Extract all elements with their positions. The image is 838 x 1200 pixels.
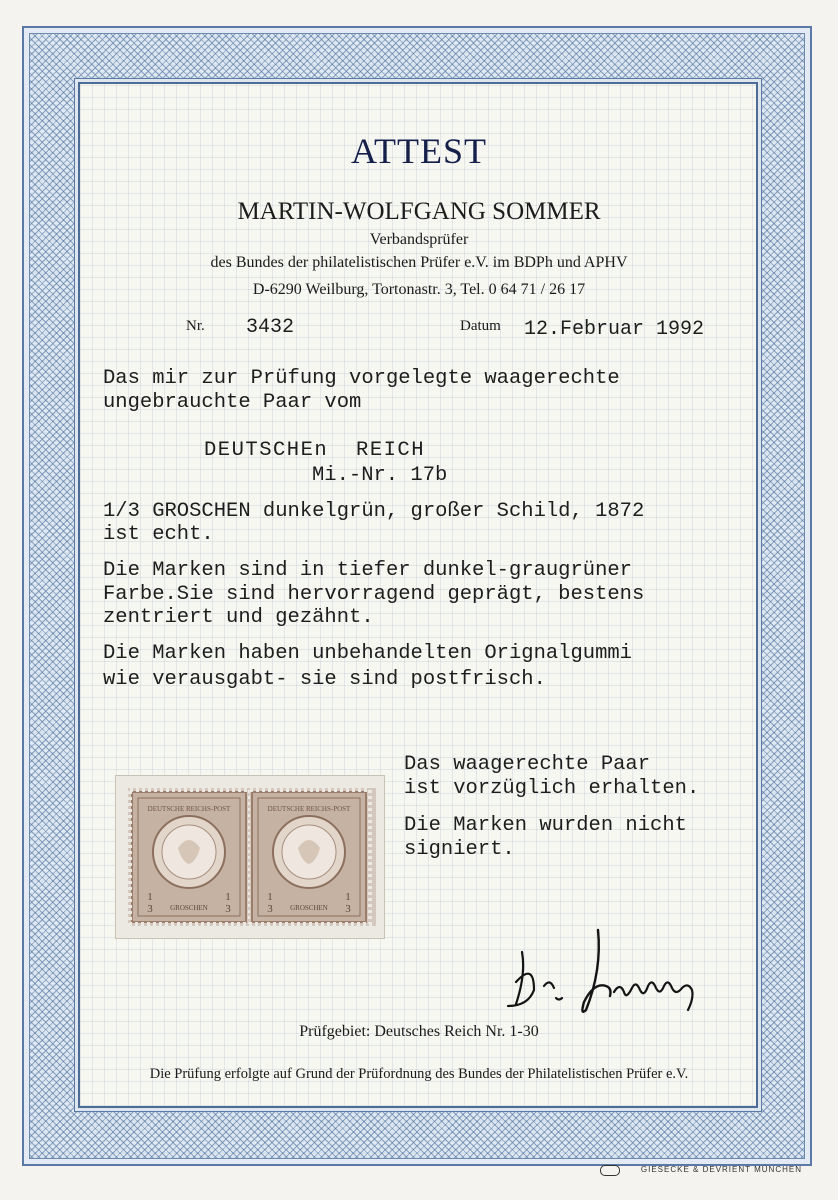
color-line: zentriert und gezähnt.	[103, 606, 374, 629]
country-heading	[204, 439, 425, 462]
printer-logo-icon	[600, 1165, 620, 1176]
stamp-denomination-numerator: 1	[267, 891, 273, 903]
certificate-title: ATTEST	[351, 131, 487, 171]
examination-scope: Prüfgebiet: Deutsches Reich Nr. 1-30	[299, 1023, 539, 1040]
color-line: Farbe.Sie sind hervorragend geprägt, bestens	[103, 583, 645, 606]
stamp-currency: GROSCHEN	[170, 904, 208, 912]
signed-line: signiert.	[404, 838, 515, 861]
intro-line: ungebrauchte Paar vom	[103, 391, 362, 414]
signed-line: Die Marken wurden nicht	[404, 814, 687, 837]
stamp-denomination-denominator: 3	[345, 903, 351, 915]
stamp-denomination-numerator: 1	[225, 891, 231, 903]
country-text: DEUTSCHEn REICH	[204, 439, 426, 462]
stamp-denomination-denominator: 3	[267, 903, 273, 915]
stamp-pair-image	[116, 776, 384, 938]
description-line: 1/3 GROSCHEN dunkelgrün, großer Schild, 1872	[103, 500, 645, 523]
certificate-date: 12.Februar 1992	[524, 318, 705, 341]
stamp-right	[252, 792, 366, 922]
stamp-denomination-denominator: 3	[147, 903, 153, 915]
gum-line: Die Marken haben unbehandelten Orignalgummi	[103, 642, 632, 665]
stamp-currency: GROSCHEN	[290, 904, 328, 912]
examiner-name: MARTIN-WOLFGANG SOMMER	[237, 198, 601, 225]
examiner-affiliation: des Bundes der philatelistischen Prüfer e.V. im BDPh und APHV	[210, 254, 628, 271]
handwritten-signature	[490, 922, 730, 1022]
stamp-inscription: DEUTSCHE REICHS-POST	[267, 805, 351, 813]
examiner-address: D-6290 Weilburg, Tortonastr. 3, Tel. 0 64 71 / 26 17	[252, 281, 586, 298]
stamp-pair-photo	[115, 775, 385, 939]
examiner-role: Verbandsprüfer	[369, 231, 469, 248]
stamp-left	[132, 792, 246, 922]
stamp-denomination-numerator: 1	[345, 891, 351, 903]
printer-imprint: GIESECKE & DEVRIENT MÜNCHEN	[640, 1165, 802, 1174]
certificate-number: 3432	[246, 316, 295, 339]
description-line: ist echt.	[103, 523, 214, 546]
stamp-denomination-denominator: 3	[225, 903, 231, 915]
condition-line: ist vorzüglich erhalten.	[404, 777, 700, 800]
footer-note: Die Prüfung erfolgte auf Grund der Prüfordnung des Bundes der Philatelistischen Prüfer e.V.	[149, 1066, 689, 1082]
condition-line: Das waagerechte Paar	[404, 753, 651, 776]
stamp-inscription: DEUTSCHE REICHS-POST	[147, 805, 231, 813]
gum-line: wie verausgabt- sie sind postfrisch.	[103, 668, 546, 691]
color-line: Die Marken sind in tiefer dunkel-graugrüner	[103, 559, 632, 582]
intro-line: Das mir zur Prüfung vorgelegte waagerechte	[103, 367, 620, 390]
date-label: Datum	[460, 318, 501, 334]
number-label: Nr.	[186, 318, 205, 334]
catalog-number: Mi.-Nr. 17b	[312, 464, 448, 487]
stamp-denomination-numerator: 1	[147, 891, 153, 903]
